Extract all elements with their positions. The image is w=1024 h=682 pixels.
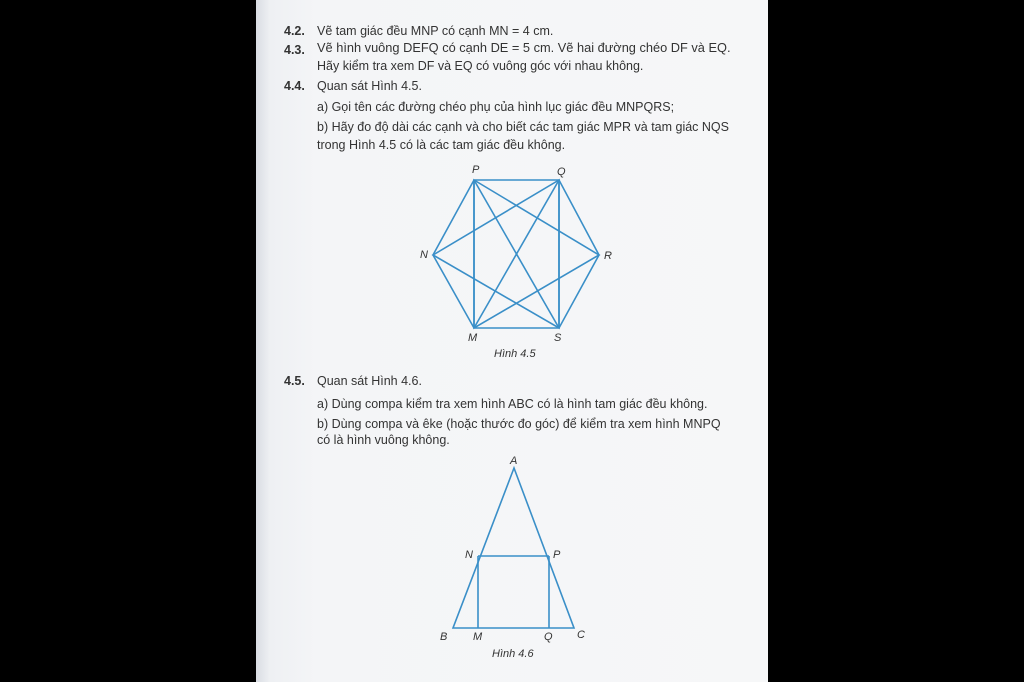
exercise-text: có là hình vuông không. <box>317 433 450 447</box>
exercise-number: 4.4. <box>284 79 305 93</box>
triangle-mpr <box>474 180 599 328</box>
vertex-label-m: M <box>468 332 478 344</box>
exercise-text: Vẽ hình vuông DEFQ có cạnh DE = 5 cm. Vẽ hai đường chéo DF và EQ. <box>317 40 731 55</box>
exercise-number: 4.5. <box>284 374 305 388</box>
figure-caption: Hình 4.6 <box>492 648 534 660</box>
figure-caption: Hình 4.5 <box>494 348 536 360</box>
exercise-number: 4.3. <box>284 43 305 57</box>
hexagon-figure <box>256 0 768 682</box>
vertex-label-q: Q <box>557 166 566 178</box>
vertex-label-b: B <box>440 631 448 643</box>
exercise-text: Hãy kiểm tra xem DF và EQ có vuông góc với nhau không. <box>317 59 644 73</box>
exercise-text: trong Hình 4.5 có là các tam giác đều không. <box>317 138 566 152</box>
triangle-nqs <box>433 180 559 328</box>
vertex-label-q: Q <box>544 631 553 643</box>
exercise-text: b) Hãy đo độ dài các cạnh và cho biết các tam giác MPR và tam giác NQS <box>317 120 729 134</box>
exercise-text: a) Dùng compa kiểm tra xem hình ABC có là hình tam giác đều không. <box>317 397 708 411</box>
triangle-abc <box>453 468 574 628</box>
exercise-number: 4.2. <box>284 24 305 38</box>
exercise-text: b) Dùng compa và êke (hoặc thước đo góc) để kiểm tra xem hình MNPQ <box>317 417 721 431</box>
exercise-text: a) Gọi tên các đường chéo phụ của hình lục giác đều MNPQRS; <box>317 100 675 114</box>
vertex-label-n: N <box>420 249 428 261</box>
exercise-text: Quan sát Hình 4.6. <box>317 374 422 388</box>
vertex-label-r: R <box>604 250 612 262</box>
vertex-label-p: P <box>553 549 561 561</box>
vertex-label-n: N <box>465 549 473 561</box>
vertex-label-c: C <box>577 629 585 641</box>
exercise-text: Quan sát Hình 4.5. <box>317 79 422 93</box>
vertex-label-p: P <box>472 164 480 176</box>
exercise-text: Vẽ tam giác đều MNP có cạnh MN = 4 cm. <box>317 24 554 38</box>
textbook-page <box>256 0 768 682</box>
vertex-label-a: A <box>510 455 518 467</box>
vertex-label-m: M <box>473 631 483 643</box>
vertex-label-s: S <box>554 332 562 344</box>
